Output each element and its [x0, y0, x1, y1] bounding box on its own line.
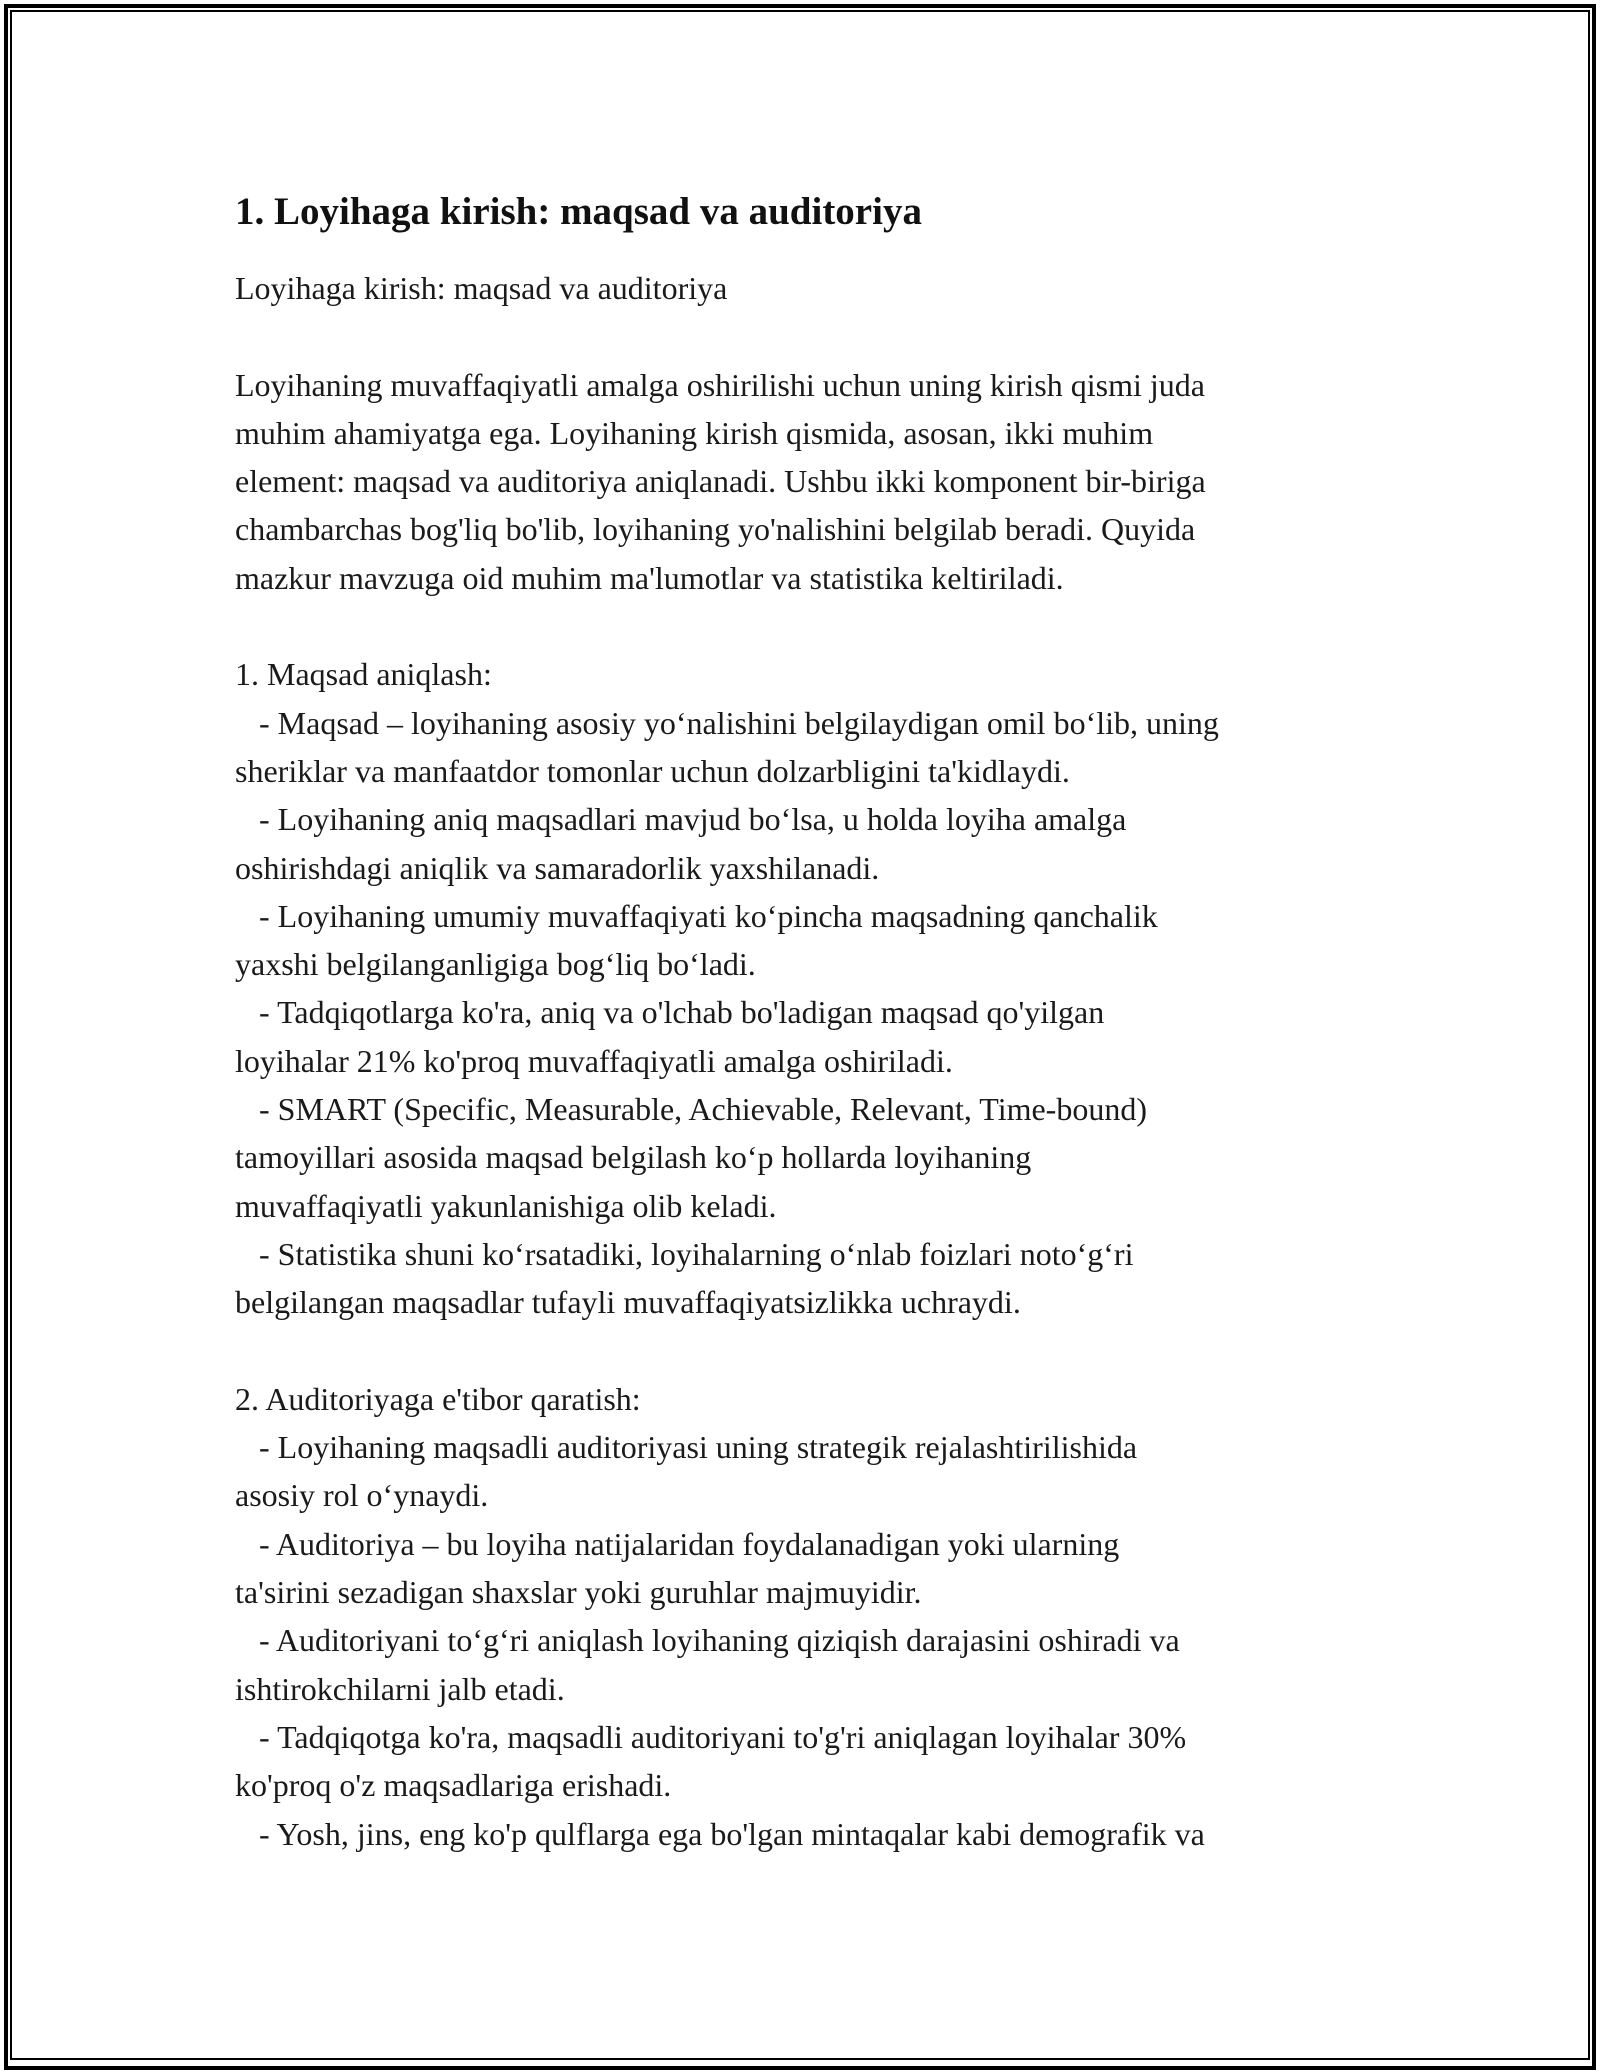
list-line: muvaffaqiyatli yakunlanishiga olib keladi.	[235, 1187, 777, 1224]
spacer	[235, 602, 1385, 650]
list-line: - Yosh, jins, eng ko'p qulflarga ega bo'lgan mintaqalar kabi demografik va	[235, 1815, 1205, 1852]
list-line: - Tadqiqotlarga ko'ra, aniq va o'lchab bo'ladigan maqsad qo'yilgan	[235, 994, 1105, 1031]
intro-line: mazkur mavzuga oid muhim ma'lumotlar va statistika keltiriladi.	[235, 559, 1064, 596]
spacer	[235, 312, 1385, 360]
section-title: 2. Auditoriyaga e'tibor qaratish:	[235, 1380, 641, 1417]
intro-line: chambarchas bog'liq bo'lib, loyihaning yo'nalishini belgilab beradi. Quyida	[235, 511, 1196, 548]
list-line: loyihalar 21% ko'proq muvaffaqiyatli amalga oshiriladi.	[235, 1042, 953, 1079]
list-line: - SMART (Specific, Measurable, Achievable, Relevant, Time-bound)	[235, 1091, 1147, 1128]
list-line: tamoyillari asosida maqsad belgilash ko‘p hollarda loyihaning	[235, 1139, 1032, 1176]
list-line: ta'sirini sezadigan shaxslar yoki guruhlar majmuyidir.	[235, 1574, 922, 1611]
list-line: ishtirokchilarni jalb etadi.	[235, 1670, 565, 1707]
subheading: Loyihaga kirish: maqsad va auditoriya	[235, 270, 728, 306]
list-line: - Loyihaning maqsadli auditoriyasi uning strategik rejalashtirilishida	[235, 1429, 1138, 1466]
section-goal	[235, 650, 1385, 1326]
section-heading: 1. Loyihaga kirish: maqsad va auditoriya	[235, 190, 922, 233]
list-line: - Loyihaning aniq maqsadlari mavjud bo‘lsa, u holda loyiha amalga	[235, 801, 1127, 838]
list-line: yaxshi belgilanganligiga bog‘liq bo‘ladi.	[235, 946, 756, 983]
intro-line: Loyihaning muvaffaqiyatli amalga oshirilishi uchun uning kirish qismi juda	[235, 366, 1205, 403]
intro-line: muhim ahamiyatga ega. Loyihaning kirish qismida, asosan, ikki muhim	[235, 414, 1154, 451]
list-line: - Statistika shuni ko‘rsatadiki, loyihalarning o‘nlab foizlari noto‘g‘ri	[235, 1235, 1134, 1272]
list-line: - Maqsad – loyihaning asosiy yo‘nalishini belgilaydigan omil bo‘lib, uning	[235, 704, 1219, 741]
intro-line: element: maqsad va auditoriya aniqlanadi. Ushbu ikki komponent bir-biriga	[235, 463, 1206, 500]
list-line: oshirishdagi aniqlik va samaradorlik yaxshilanadi.	[235, 849, 880, 886]
list-line: - Auditoriyani to‘g‘ri aniqlash loyihaning qiziqish darajasini oshiradi va	[235, 1622, 1180, 1659]
list-line: - Loyihaning umumiy muvaffaqiyati ko‘pincha maqsadning qanchalik	[235, 897, 1158, 934]
intro-paragraph	[235, 361, 1385, 602]
list-line: asosiy rol o‘ynaydi.	[235, 1477, 489, 1514]
list-line: - Auditoriya – bu loyiha natijalaridan foydalanadigan yoki ularning	[235, 1525, 1120, 1562]
section-audience	[235, 1375, 1385, 1858]
document-body	[235, 186, 1385, 1858]
list-line: sheriklar va manfaatdor tomonlar uchun dolzarbligini ta'kidlaydi.	[235, 752, 1070, 789]
list-line: ko'proq o'z maqsadlariga erishadi.	[235, 1767, 672, 1804]
list-line: - Tadqiqotga ko'ra, maqsadli auditoriyani to'g'ri aniqlagan loyihalar 30%	[235, 1718, 1187, 1755]
list-line: belgilangan maqsadlar tufayli muvaffaqiyatsizlikka uchraydi.	[235, 1284, 1021, 1321]
spacer	[235, 1327, 1385, 1375]
section-title: 1. Maqsad aniqlash:	[235, 656, 492, 693]
